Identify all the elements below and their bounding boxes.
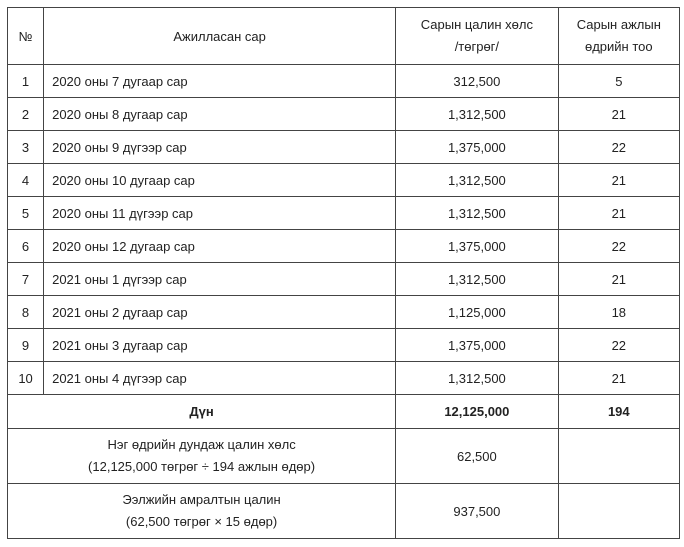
- header-salary-line1: Сарын цалин хөлс: [420, 17, 533, 32]
- row-month: 2021 оны 4 дүгээр сар: [44, 362, 396, 395]
- vacation-pay-value: 937,500: [396, 484, 558, 539]
- row-number: 9: [8, 329, 44, 362]
- daily-average-value: 62,500: [396, 429, 558, 484]
- row-month: 2020 оны 8 дугаар сар: [44, 98, 396, 131]
- row-salary: 312,500: [396, 65, 558, 98]
- row-salary: 1,312,500: [396, 197, 558, 230]
- row-days: 22: [558, 131, 679, 164]
- row-days: 21: [558, 164, 679, 197]
- table-body: [8, 65, 680, 395]
- row-month: 2021 оны 1 дүгээр сар: [44, 263, 396, 296]
- header-days-line2: өдрийн тоо: [584, 39, 653, 54]
- row-days: 22: [558, 230, 679, 263]
- vacation-pay-row: [8, 484, 680, 539]
- table-row: [8, 98, 680, 131]
- total-days: 194: [558, 395, 679, 429]
- row-days: 18: [558, 296, 679, 329]
- row-number: 10: [8, 362, 44, 395]
- row-number: 4: [8, 164, 44, 197]
- row-days: 21: [558, 98, 679, 131]
- table-row: [8, 230, 680, 263]
- row-number: 8: [8, 296, 44, 329]
- row-salary: 1,375,000: [396, 230, 558, 263]
- row-month: 2020 оны 7 дугаар сар: [44, 65, 396, 98]
- row-salary: 1,125,000: [396, 296, 558, 329]
- row-number: 6: [8, 230, 44, 263]
- row-month: 2020 оны 9 дүгээр сар: [44, 131, 396, 164]
- row-salary: 1,312,500: [396, 164, 558, 197]
- daily-average-label-line1: Нэг өдрийн дундаж цалин хөлс: [107, 437, 296, 452]
- row-salary: 1,375,000: [396, 329, 558, 362]
- row-number: 2: [8, 98, 44, 131]
- vacation-pay-label-line2: (62,500 төгрөг × 15 өдөр): [125, 514, 278, 529]
- total-salary: 12,125,000: [396, 395, 558, 429]
- row-month: 2020 оны 11 дүгээр сар: [44, 197, 396, 230]
- row-days: 21: [558, 362, 679, 395]
- row-number: 3: [8, 131, 44, 164]
- row-salary: 1,375,000: [396, 131, 558, 164]
- daily-average-label: [8, 429, 396, 484]
- header-number: №: [8, 8, 44, 65]
- daily-average-row: [8, 429, 680, 484]
- row-month: 2020 оны 12 дугаар сар: [44, 230, 396, 263]
- header-days: [558, 8, 679, 65]
- row-days: 21: [558, 263, 679, 296]
- daily-average-empty-cell: [558, 429, 679, 484]
- table-row: [8, 197, 680, 230]
- vacation-pay-label: [8, 484, 396, 539]
- header-row: [8, 8, 680, 65]
- salary-table: [7, 7, 680, 539]
- row-number: 5: [8, 197, 44, 230]
- vacation-pay-label-line1: Ээлжийн амралтын цалин: [122, 492, 281, 507]
- table-row: [8, 164, 680, 197]
- table-row: [8, 263, 680, 296]
- vacation-pay-empty-cell: [558, 484, 679, 539]
- header-salary: [396, 8, 558, 65]
- row-number: 1: [8, 65, 44, 98]
- row-month: 2021 оны 2 дугаар сар: [44, 296, 396, 329]
- table-row: [8, 65, 680, 98]
- table-row: [8, 296, 680, 329]
- row-days: 21: [558, 197, 679, 230]
- header-month: Ажилласан сар: [44, 8, 396, 65]
- row-month: 2020 оны 10 дугаар сар: [44, 164, 396, 197]
- table-row: [8, 131, 680, 164]
- row-salary: 1,312,500: [396, 263, 558, 296]
- row-number: 7: [8, 263, 44, 296]
- daily-average-label-line2: (12,125,000 төгрөг ÷ 194 ажлын өдөр): [88, 459, 316, 474]
- total-row: [8, 395, 680, 429]
- row-salary: 1,312,500: [396, 362, 558, 395]
- row-month: 2021 оны 3 дугаар сар: [44, 329, 396, 362]
- header-salary-line2: /төгрөг/: [454, 39, 500, 54]
- header-days-line1: Сарын ажлын: [576, 17, 661, 32]
- table-row: [8, 329, 680, 362]
- row-salary: 1,312,500: [396, 98, 558, 131]
- row-days: 22: [558, 329, 679, 362]
- table-row: [8, 362, 680, 395]
- total-label: Дүн: [8, 395, 396, 429]
- row-days: 5: [558, 65, 679, 98]
